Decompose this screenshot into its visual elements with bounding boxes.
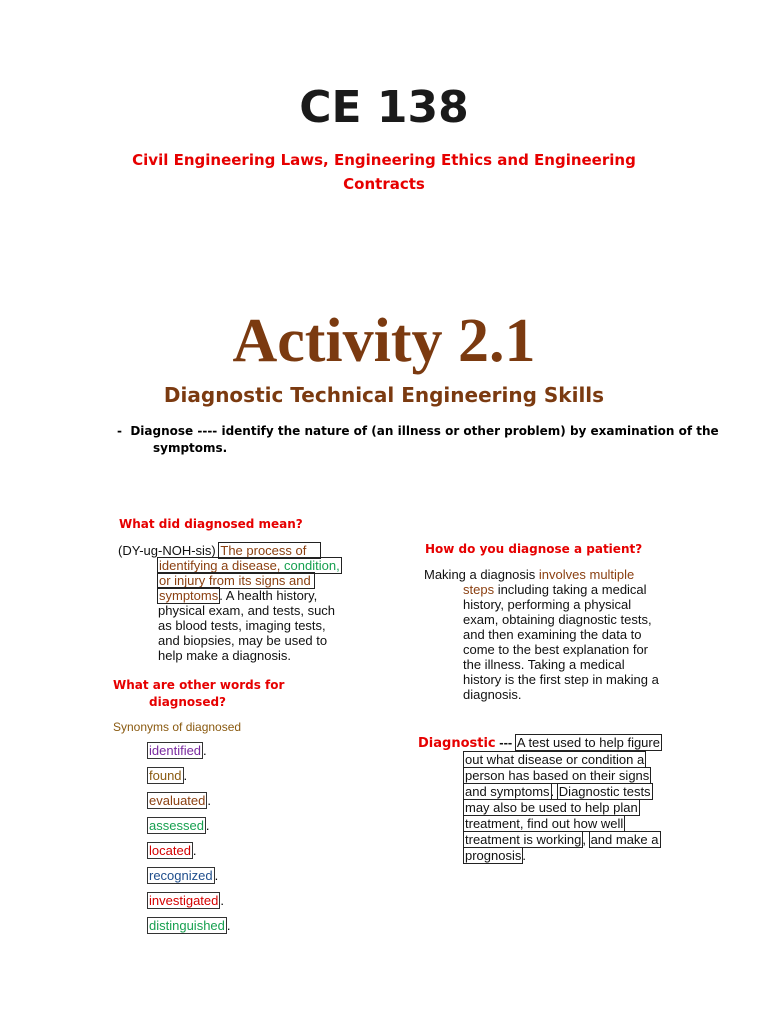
answer-text: and biopsies, may be used to xyxy=(158,633,328,648)
answer-text: help make a diagnosis. xyxy=(158,648,291,663)
synonym-item: identified . xyxy=(149,743,207,758)
answer-how-diagnose xyxy=(424,567,694,702)
diagnostic-dashes: --- xyxy=(495,735,513,750)
diagnostic-text: treatment is working xyxy=(465,832,582,847)
diagnostic-text: and make a xyxy=(590,832,659,847)
diagnostic-text: and symptoms xyxy=(465,784,550,799)
diagnostic-text: may also be used to help plan xyxy=(465,800,638,815)
pronunciation: (DY-ug-NOH-sis) xyxy=(118,543,216,558)
synonym-evaluated: evaluated xyxy=(149,793,206,808)
definition-bullet: - xyxy=(117,424,122,438)
diagnostic-text: Diagnostic tests xyxy=(558,784,651,799)
answer-text: come to the best explanation for xyxy=(463,642,649,657)
course-title-line2: Contracts xyxy=(343,175,425,193)
answer-highlight: involves multiple xyxy=(538,567,635,582)
diagnostic-text: treatment, find out how well xyxy=(465,816,624,831)
synonyms-heading: Synonyms of diagnosed xyxy=(113,720,242,734)
diagnostic-label: Diagnostic xyxy=(418,736,496,751)
synonym-item: investigated . xyxy=(149,893,225,908)
course-title xyxy=(80,148,688,196)
diagnostic-definition: Diagnostic --- A test used to help figure out what disease or condition a person has based on their signs and symptoms. Diagnostic tests may also be used to help plan treatment, find out how well treatment is working, and make a prognosis. xyxy=(418,735,660,863)
answer-text: . A health history, xyxy=(219,588,318,603)
answer-text: as blood tests, imaging tests, xyxy=(158,618,326,633)
answer-highlight: steps xyxy=(463,582,495,597)
definition-line1: Diagnose ---- identify the nature of (an illness or other problem) by examination xyxy=(130,424,675,438)
answer-text: the illness. Taking a medical xyxy=(463,657,625,672)
activity-subtitle: Diagnostic Technical Engineering Skills xyxy=(163,383,605,407)
synonym-investigated: investigated xyxy=(149,893,219,908)
diagnostic-text: prognosis xyxy=(465,848,522,863)
course-code: CE 138 xyxy=(299,82,469,133)
synonym-item: located . xyxy=(149,843,197,858)
question-how-diagnose: How do you diagnose a patient? xyxy=(425,542,643,556)
definition-line2: of the symptoms. xyxy=(153,424,719,455)
question-other-words-line2: diagnosed? xyxy=(149,695,227,709)
synonym-item: distinguished . xyxy=(149,918,231,933)
activity-title: Activity 2.1 xyxy=(232,307,536,375)
answer-condition: condition, xyxy=(284,558,340,573)
diagnostic-text: out what disease or condition a xyxy=(465,752,645,767)
synonym-item: evaluated . xyxy=(149,793,212,808)
synonym-item: found . xyxy=(149,768,188,783)
answer-text: and then examining the data to xyxy=(463,627,642,642)
answer-highlight: or injury from its signs and xyxy=(158,573,314,588)
question-what-did-diagnosed-mean: What did diagnosed mean? xyxy=(119,517,303,531)
synonym-item: assessed . xyxy=(149,818,210,833)
answer-highlight: identifying a disease, xyxy=(159,558,281,573)
answer-highlight: The process of xyxy=(219,543,320,558)
answer-text: exam, obtaining diagnostic tests, xyxy=(463,612,652,627)
answer-text: physical exam, and tests, such xyxy=(158,603,336,618)
synonym-found: found xyxy=(149,768,182,783)
synonym-assessed: assessed xyxy=(149,818,204,833)
synonym-recognized: recognized xyxy=(149,868,213,883)
answer-diagnosed-meaning xyxy=(118,543,368,663)
course-title-line1: Civil Engineering Laws, Engineering Ethics and Engineering xyxy=(132,151,636,169)
synonym-distinguished: distinguished xyxy=(149,918,225,933)
diagnose-definition xyxy=(117,423,723,457)
diagnostic-text: person has based on their signs xyxy=(465,768,650,783)
diagnostic-text: A test used to help figure xyxy=(516,735,660,750)
answer-highlight: symptoms xyxy=(159,588,219,603)
question-other-words xyxy=(113,677,284,711)
question-other-words-line1: What are other words for xyxy=(113,678,285,692)
answer-text: Making a diagnosis xyxy=(424,567,539,582)
synonym-item: recognized . xyxy=(149,868,219,883)
answer-text: history, performing a physical xyxy=(463,597,632,612)
synonym-located: located xyxy=(149,843,191,858)
answer-text: history is the first step in making a xyxy=(463,672,659,687)
synonym-identified: identified xyxy=(149,743,202,758)
answer-text: diagnosis. xyxy=(463,687,522,702)
answer-text: including taking a medical xyxy=(494,582,647,597)
